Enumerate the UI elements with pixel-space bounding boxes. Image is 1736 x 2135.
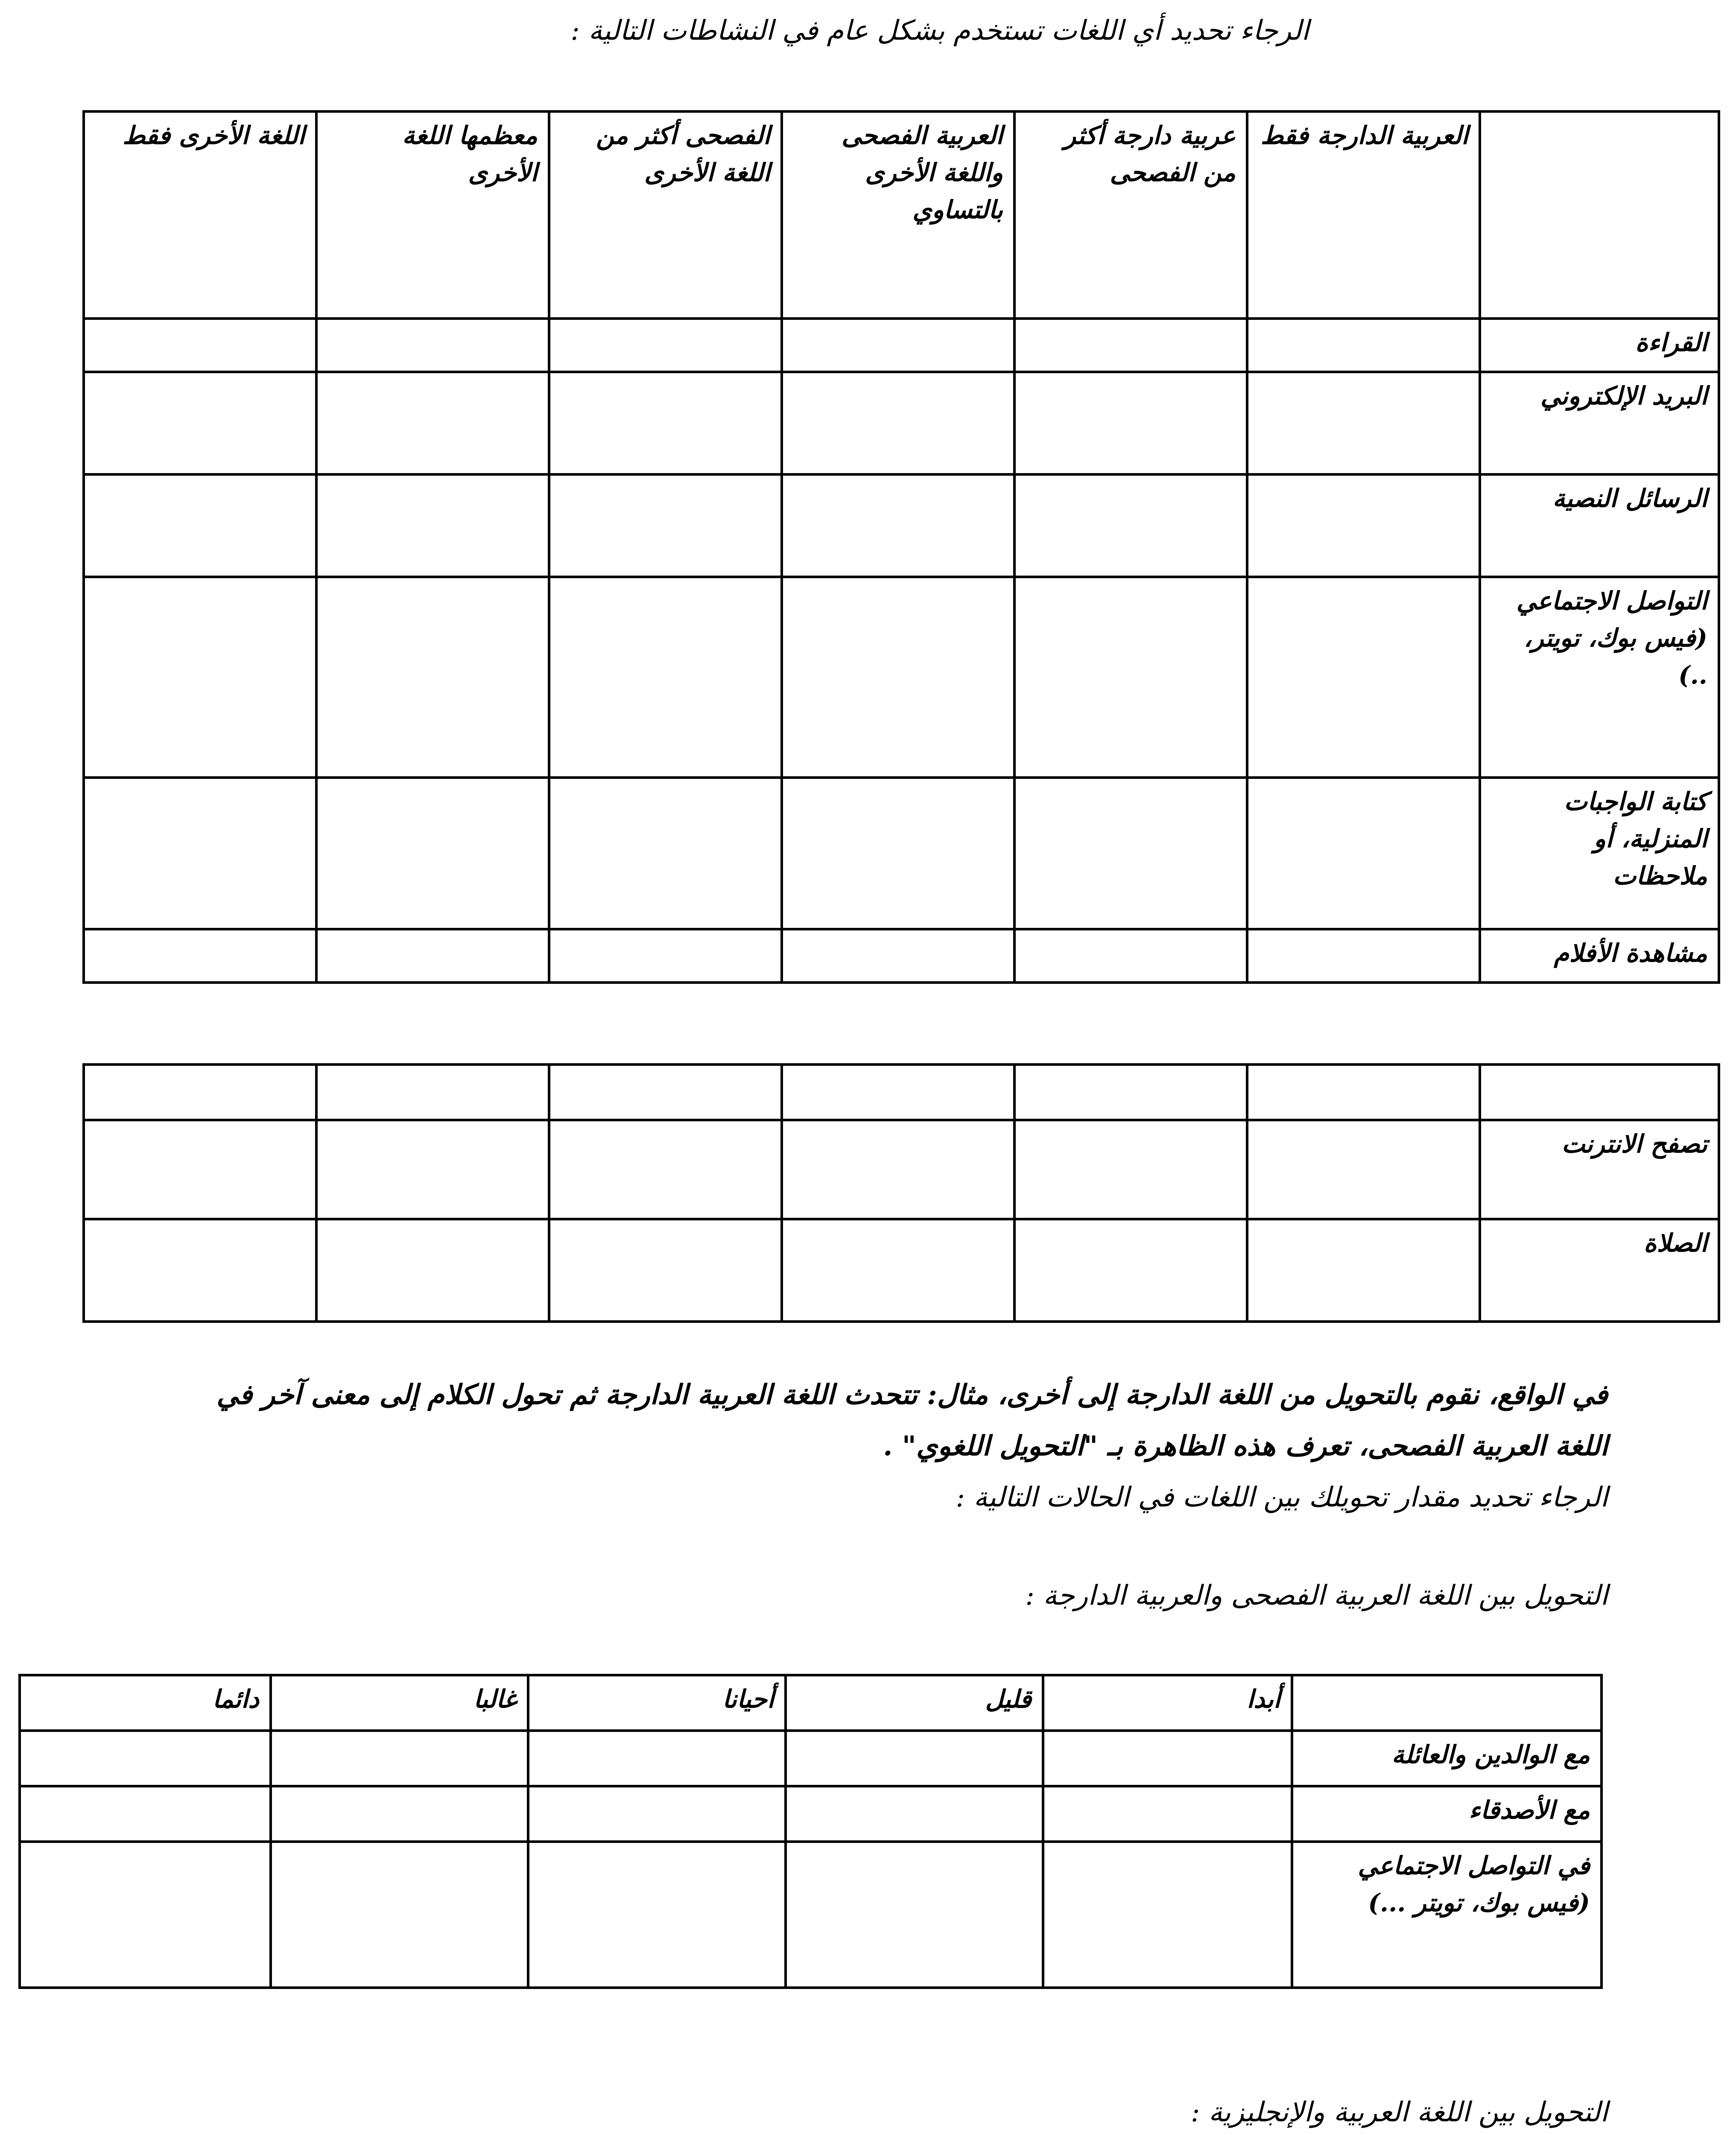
header-dialect-only: العربية الدارجة فقط bbox=[1247, 111, 1480, 319]
answer-cell[interactable] bbox=[1014, 319, 1247, 372]
row-label-family: مع الوالدين والعائلة bbox=[1292, 1731, 1602, 1786]
answer-cell[interactable] bbox=[271, 1786, 528, 1842]
answer-cell[interactable] bbox=[1014, 929, 1247, 983]
answer-cell[interactable] bbox=[782, 1219, 1014, 1322]
answer-cell[interactable] bbox=[549, 577, 782, 778]
paragraph-line-3: الرجاء تحديد مقدار تحويلك بين اللغات في الحالات التالية : bbox=[956, 1482, 1608, 1513]
answer-cell[interactable] bbox=[316, 474, 549, 577]
answer-cell[interactable] bbox=[786, 1731, 1043, 1786]
answer-cell[interactable] bbox=[84, 474, 316, 577]
answer-cell[interactable] bbox=[549, 929, 782, 983]
language-usage-table bbox=[82, 110, 1720, 984]
answer-cell[interactable] bbox=[84, 319, 316, 372]
answer-cell[interactable] bbox=[782, 319, 1014, 372]
answer-cell[interactable] bbox=[84, 372, 316, 474]
row-label-browsing: تصفح الانترنت bbox=[1480, 1120, 1719, 1219]
answer-cell[interactable] bbox=[84, 1120, 316, 1219]
answer-cell[interactable] bbox=[316, 372, 549, 474]
answer-cell[interactable] bbox=[782, 474, 1014, 577]
answer-cell[interactable] bbox=[20, 1842, 271, 1988]
answer-cell[interactable] bbox=[20, 1731, 271, 1786]
header-equal: العربية الفصحى واللغة الأخرى بالتساوي bbox=[782, 111, 1014, 319]
answer-cell[interactable] bbox=[84, 929, 316, 983]
section-title-msa-dialect: التحويل بين اللغة العربية الفصحى والعربية الدارجة : bbox=[1025, 1580, 1608, 1611]
freq-header-always: دائما bbox=[20, 1675, 271, 1731]
header-other-only: اللغة الأخرى فقط bbox=[84, 111, 316, 319]
blank-cell bbox=[1014, 1065, 1247, 1120]
answer-cell[interactable] bbox=[84, 1219, 316, 1322]
blank-cell bbox=[549, 1065, 782, 1120]
row-label-homework: كتابة الواجبات المنزلية، أو ملاحظات bbox=[1480, 778, 1719, 929]
answer-cell[interactable] bbox=[549, 778, 782, 929]
answer-cell[interactable] bbox=[549, 474, 782, 577]
answer-cell[interactable] bbox=[1014, 474, 1247, 577]
blank-cell bbox=[782, 1065, 1014, 1120]
answer-cell[interactable] bbox=[20, 1786, 271, 1842]
answer-cell[interactable] bbox=[782, 778, 1014, 929]
answer-cell[interactable] bbox=[1247, 929, 1480, 983]
paragraph-line-1: في الواقع، نقوم بالتحويل من اللغة الدارجة إلى أخرى، مثال: تتحدث اللغة العربية الدارجة ثم تحول الكلام إلى معنى آخر في bbox=[216, 1379, 1608, 1411]
answer-cell[interactable] bbox=[549, 1120, 782, 1219]
answer-cell[interactable] bbox=[782, 577, 1014, 778]
paragraph-line-2: اللغة العربية الفصحى، تعرف هذه الظاهرة بـ "التحويل اللغوي" . bbox=[883, 1430, 1608, 1462]
answer-cell[interactable] bbox=[1043, 1786, 1292, 1842]
answer-cell[interactable] bbox=[782, 372, 1014, 474]
blank-cell bbox=[316, 1065, 549, 1120]
answer-cell[interactable] bbox=[1247, 778, 1480, 929]
row-label-sms: الرسائل النصية bbox=[1480, 474, 1719, 577]
answer-cell[interactable] bbox=[316, 929, 549, 983]
header-corner bbox=[1480, 111, 1719, 319]
switching-msa-dialect-table bbox=[18, 1674, 1603, 1989]
answer-cell[interactable] bbox=[316, 778, 549, 929]
answer-cell[interactable] bbox=[316, 1219, 549, 1322]
answer-cell[interactable] bbox=[782, 1120, 1014, 1219]
answer-cell[interactable] bbox=[549, 319, 782, 372]
answer-cell[interactable] bbox=[528, 1786, 786, 1842]
answer-cell[interactable] bbox=[786, 1786, 1043, 1842]
row-label-social: التواصل الاجتماعي (فيس بوك، تويتر، ..) bbox=[1480, 577, 1719, 778]
answer-cell[interactable] bbox=[1247, 319, 1480, 372]
blank-cell bbox=[84, 1065, 316, 1120]
header-mostly-other: معظمها اللغة الأخرى bbox=[316, 111, 549, 319]
answer-cell[interactable] bbox=[1247, 474, 1480, 577]
answer-cell[interactable] bbox=[1043, 1731, 1292, 1786]
answer-cell[interactable] bbox=[1014, 1219, 1247, 1322]
section-title-arabic-english: التحويل بين اللغة العربية والإنجليزية : bbox=[1190, 2097, 1608, 2128]
answer-cell[interactable] bbox=[316, 1120, 549, 1219]
row-label-email: البريد الإلكتروني bbox=[1480, 372, 1719, 474]
answer-cell[interactable] bbox=[1014, 778, 1247, 929]
answer-cell[interactable] bbox=[316, 577, 549, 778]
answer-cell[interactable] bbox=[1043, 1842, 1292, 1988]
answer-cell[interactable] bbox=[1014, 372, 1247, 474]
row-label-movies: مشاهدة الأفلام bbox=[1480, 929, 1719, 983]
answer-cell[interactable] bbox=[528, 1842, 786, 1988]
answer-cell[interactable] bbox=[316, 319, 549, 372]
answer-cell[interactable] bbox=[1247, 577, 1480, 778]
answer-cell[interactable] bbox=[549, 1219, 782, 1322]
header-msa-more: الفصحى أكثر من اللغة الأخرى bbox=[549, 111, 782, 319]
freq-header-often: غالبا bbox=[271, 1675, 528, 1731]
freq-header-never: أبدا bbox=[1043, 1675, 1292, 1731]
answer-cell[interactable] bbox=[271, 1731, 528, 1786]
freq-header-rarely: قليل bbox=[786, 1675, 1043, 1731]
answer-cell[interactable] bbox=[1247, 1219, 1480, 1322]
language-usage-table-continued bbox=[82, 1063, 1720, 1323]
answer-cell[interactable] bbox=[1014, 1120, 1247, 1219]
answer-cell[interactable] bbox=[1247, 372, 1480, 474]
answer-cell[interactable] bbox=[84, 778, 316, 929]
blank-cell bbox=[1480, 1065, 1719, 1120]
freq-header-corner bbox=[1292, 1675, 1602, 1731]
row-label-friends: مع الأصدقاء bbox=[1292, 1786, 1602, 1842]
blank-cell bbox=[1247, 1065, 1480, 1120]
answer-cell[interactable] bbox=[528, 1731, 786, 1786]
header-dialect-more: عربية دارجة أكثر من الفصحى bbox=[1014, 111, 1247, 319]
row-label-reading: القراءة bbox=[1480, 319, 1719, 372]
intro-line: الرجاء تحديد أي اللغات تستخدم بشكل عام في النشاطات التالية : bbox=[570, 15, 1309, 47]
row-label-social-media: في التواصل الاجتماعي (فيس بوك، تويتر ...) bbox=[1292, 1842, 1602, 1988]
answer-cell[interactable] bbox=[786, 1842, 1043, 1988]
answer-cell[interactable] bbox=[1247, 1120, 1480, 1219]
freq-header-sometimes: أحيانا bbox=[528, 1675, 786, 1731]
answer-cell[interactable] bbox=[84, 577, 316, 778]
row-label-prayer: الصلاة bbox=[1480, 1219, 1719, 1322]
answer-cell[interactable] bbox=[549, 372, 782, 474]
answer-cell[interactable] bbox=[271, 1842, 528, 1988]
answer-cell[interactable] bbox=[782, 929, 1014, 983]
answer-cell[interactable] bbox=[1014, 577, 1247, 778]
